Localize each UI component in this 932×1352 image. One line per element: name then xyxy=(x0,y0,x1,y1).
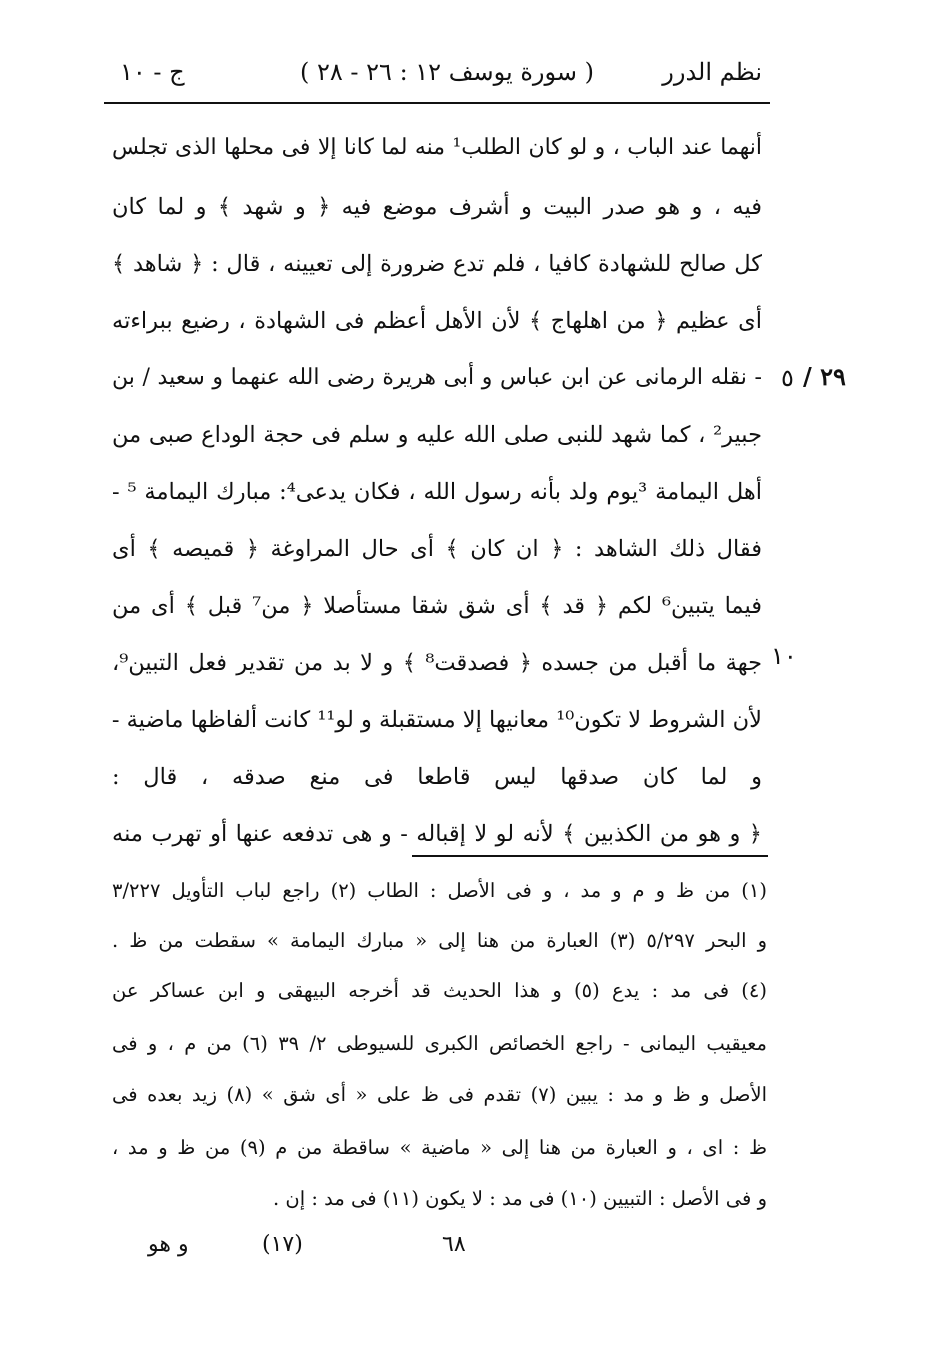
header-rule xyxy=(104,102,770,104)
body-line: فيما يتبين⁶ لكم ﴿ قد ﴾ أى شق شقا مستأصلا ﴿ من⁷ قبل ﴾ أى من xyxy=(112,593,762,619)
footnote-line: الأصل و ظ و مد : يبين (٧) تقدم فى ظ على « أى شق » (٨) زيد بعده فى xyxy=(112,1083,767,1106)
signature-mark: (١٧) xyxy=(262,1232,303,1257)
catchword: و هو xyxy=(148,1232,189,1257)
body-line: أهل اليمامة ³يوم ولد بأنه رسول الله ، فكان يدعى⁴: مبارك اليمامة ⁵ - xyxy=(112,479,762,505)
body-line: كل صالح للشهادة كافيا ، فلم تدع ضرورة إلى تعيينه ، قال : ﴿ شاهد ﴾ xyxy=(112,251,762,277)
footnote-line: (٤) فى مد : يدع (٥) و هذا الحديث قد أخرجه البيهقى و ابن عساكر عن xyxy=(112,979,767,1002)
body-line: فقال ذلك الشاهد : ﴿ ان كان ﴾ أى حال المراوغة ﴿ قميصه ﴾ أى xyxy=(112,536,762,562)
body-line: أنهما عند الباب ، و لو كان الطلب¹ منه لما كانا إلا فى محلها الذى تجلس xyxy=(112,135,762,160)
footnote-line: ظ : اى ، و العبارة من هنا إلى « ماضية » ساقطة من م (٩) من ظ و مد ، xyxy=(112,1136,767,1159)
body-line: و لما كان صدقها ليس قاطعا فى منع صدقه ، قال : xyxy=(112,764,762,790)
surah-reference: ( سورة يوسف ١٢ : ٢٦ - ٢٨ ) xyxy=(300,58,595,86)
margin-folio-number: ٢٩ / xyxy=(803,362,846,391)
body-line: أى عظيم ﴿ من اهلهاج ﴾ لأن الأهل أعظم فى الشهادة ، رضيع ببراءته xyxy=(112,308,762,334)
body-line: فيه ، و هو صدر البيت و أشرف موضع فيه ﴿ و شهد ﴾ و لما كان xyxy=(112,194,762,220)
footnote-line: (١) من ظ و م و مد ، و فى الأصل : الطاب (٢) راجع لباب التأويل ٣/٢٢٧ xyxy=(112,879,767,902)
volume-label: ج - ١٠ xyxy=(120,58,185,86)
body-line: جهة ما أقبل من جسده ﴿ فصدقت⁸ ﴾ و لا بد من تقدير فعل التبين⁹، xyxy=(112,650,762,676)
footnote-line: و فى الأصل : التبيين (١٠) فى مد : لا يكون (١١) فى مد : إن . xyxy=(272,1187,767,1210)
body-line: جبير² ، كما شهد للنبى صلى الله عليه و سلم فى حجة الوداع صبى من xyxy=(112,422,762,448)
body-line: - نقله الرمانى عن ابن عباس و أبى هريرة رضى الله عنهما و سعيد / بن xyxy=(112,365,762,390)
margin-line-number-5: ٥ xyxy=(781,364,794,392)
page-number: ٦٨ xyxy=(442,1232,466,1257)
body-line: ﴿ و هو من الكذبين ﴾ لأنه لو لا إقباله - و هى تدفعه عنها أو تهرب منه xyxy=(112,821,762,847)
footnote-line: و البحر ٥/٢٩٧ (٣) العبارة من هنا إلى « مبارك اليمامة » سقطت من ظ . xyxy=(112,929,767,952)
footnote-rule xyxy=(412,855,768,857)
margin-line-number-10: ١٠ xyxy=(771,642,797,670)
footnote-line: معيقيب اليمانى - راجع الخصائص الكبرى للسيوطى ٢/ ٣٩ (٦) من م ، و فى xyxy=(112,1032,767,1055)
body-line: لأن الشروط لا تكون¹⁰ معانيها إلا مستقبلة و لو¹¹ كانت ألفاظها ماضية - xyxy=(112,707,762,733)
running-title: نظم الدرر xyxy=(662,58,762,86)
